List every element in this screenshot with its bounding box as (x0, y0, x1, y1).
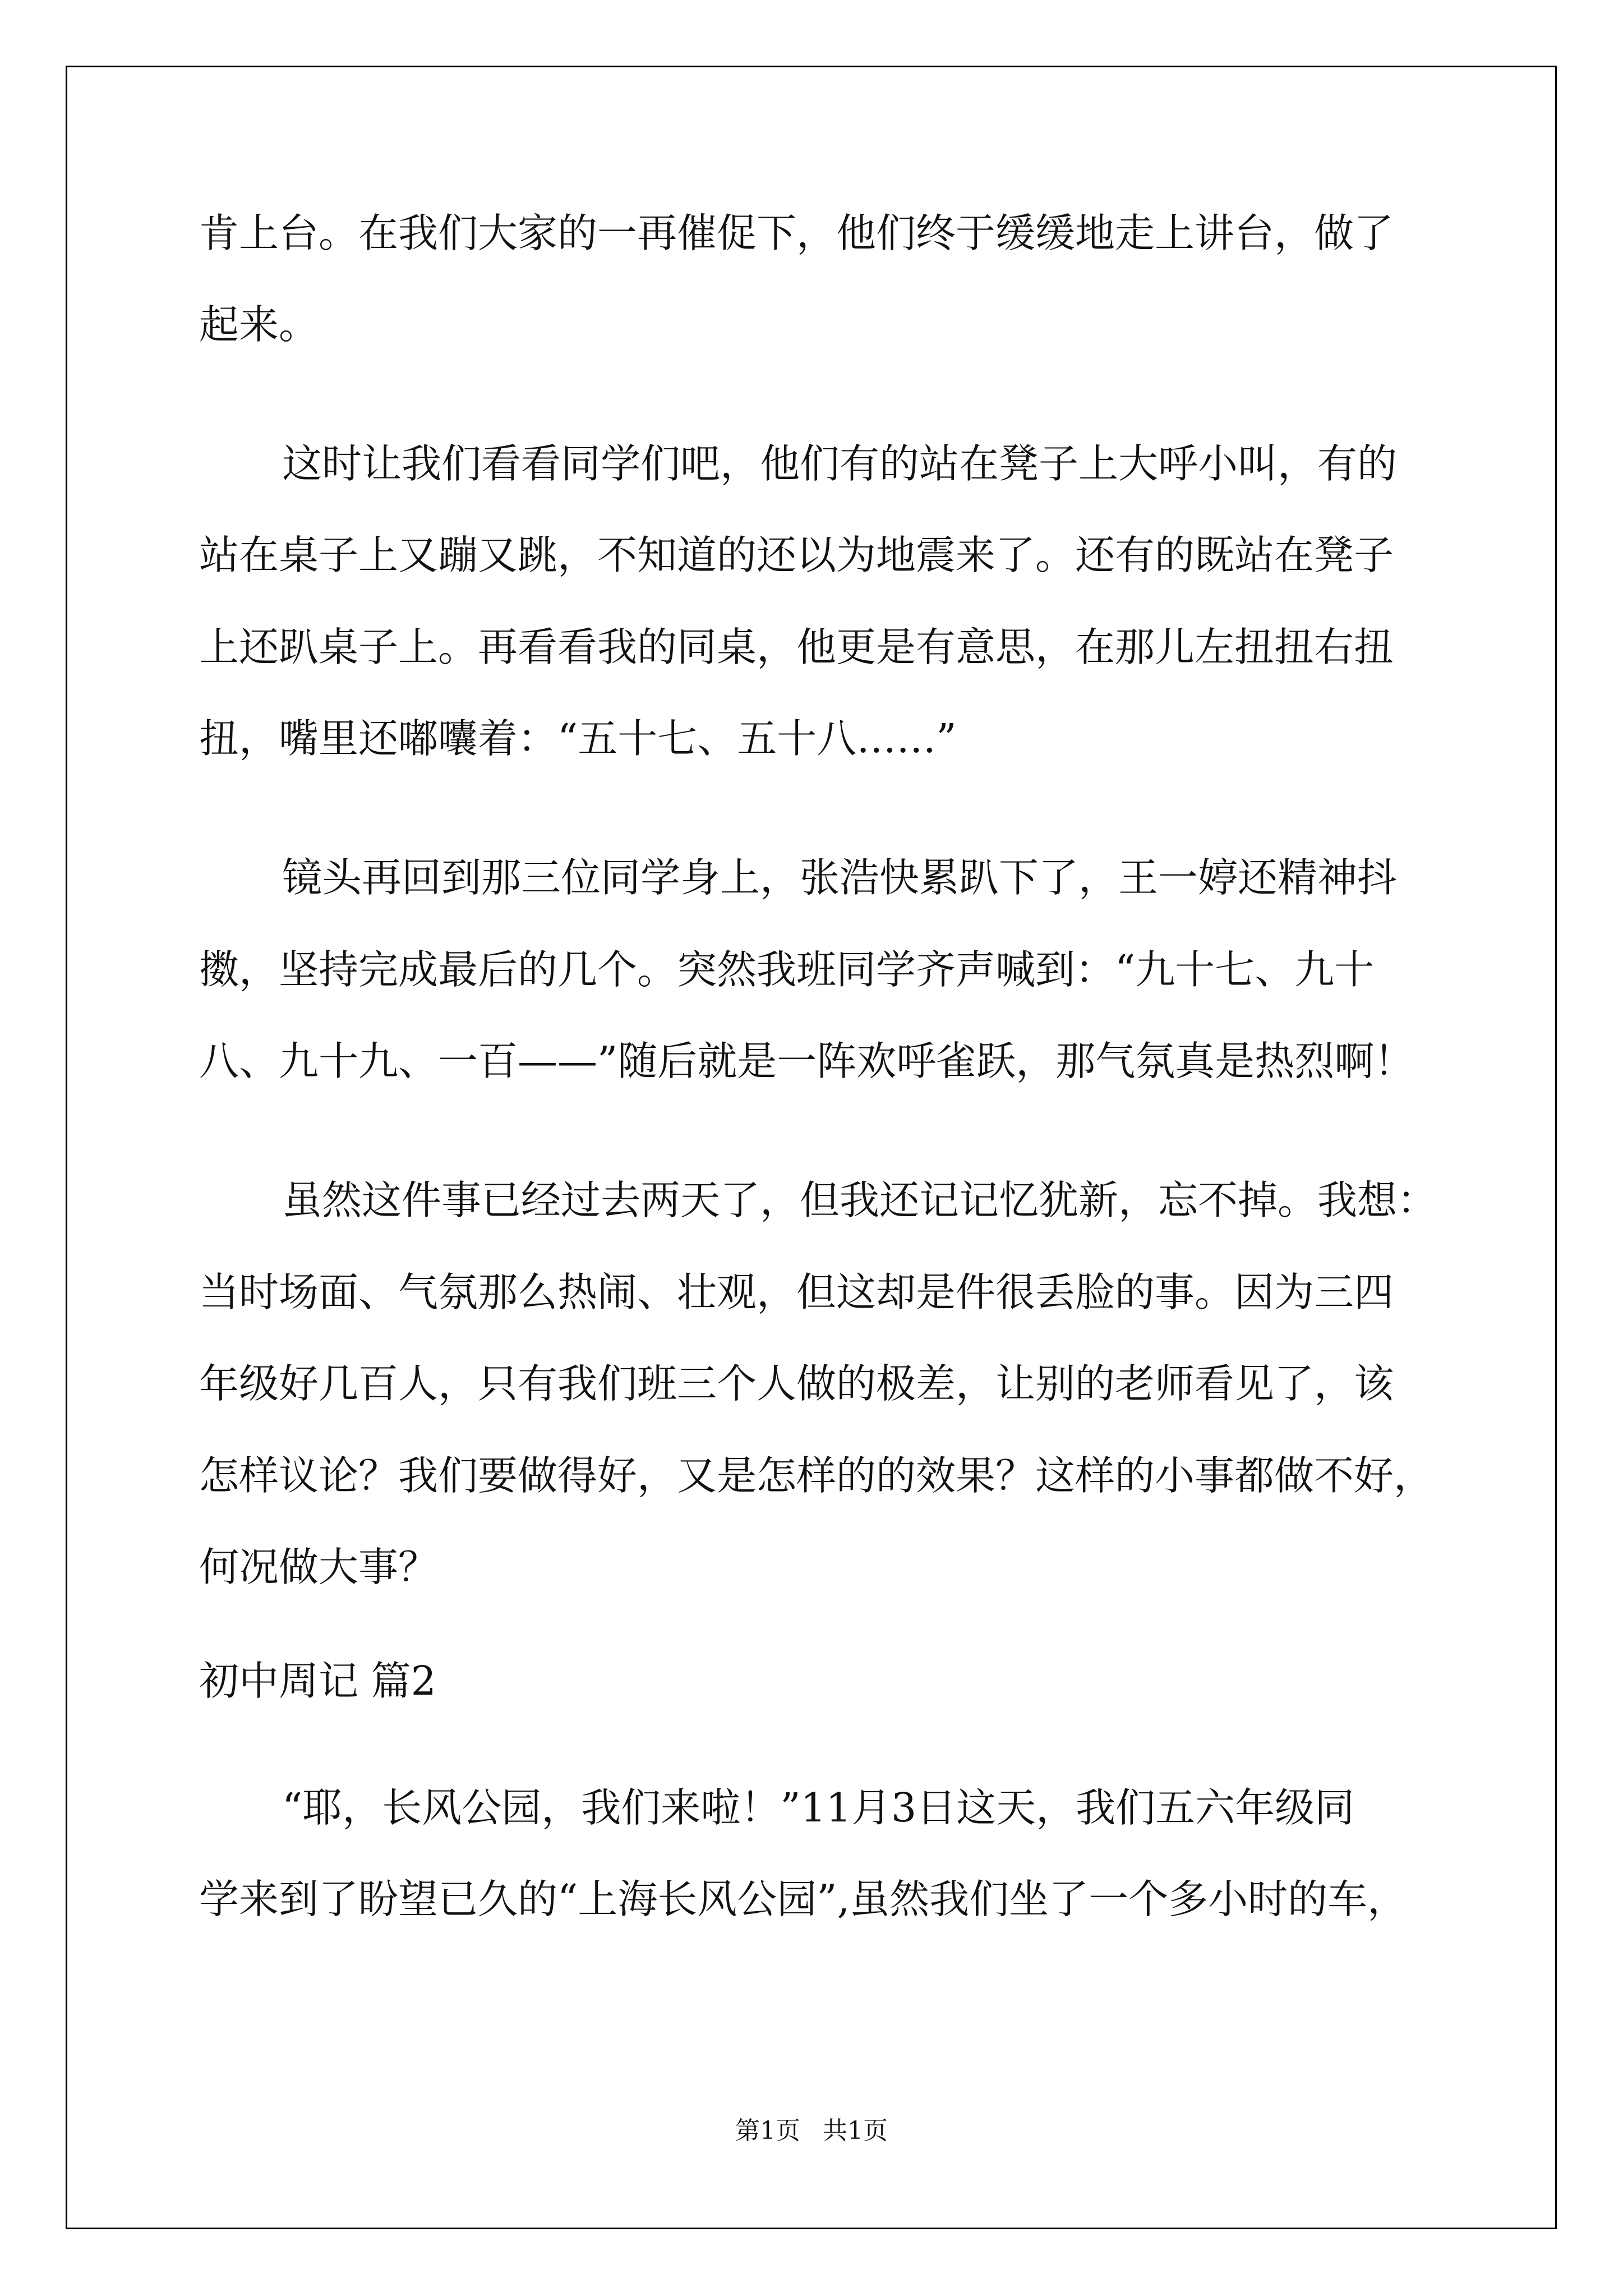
page-number-current: 第1页 (735, 2116, 800, 2145)
paragraph-line: 起来。 (199, 301, 319, 348)
section-heading: 初中周记 篇2 (199, 1658, 436, 1704)
page-footer (0, 2110, 1623, 2146)
paragraph-line: “耶，长风公园，我们来啦！”11月3日这天，我们五六年级同 (282, 1784, 1355, 1831)
paragraph-line: 虽然这件事已经过去两天了，但我还记记忆犹新，忘不掉。我想： (282, 1177, 1437, 1223)
paragraph-line: 当时场面、气氛那么热闹、壮观，但这却是件很丢脸的事。因为三四 (199, 1269, 1394, 1315)
paragraph-line: 肯上台。在我们大家的一再催促下，他们终于缓缓地走上讲台，做了 (199, 210, 1394, 256)
paragraph-line: 站在桌子上又蹦又跳，不知道的还以为地震来了。还有的既站在凳子 (199, 532, 1394, 578)
paragraph-line: 擞，坚持完成最后的几个。突然我班同学齐声喊到：“九十七、九十 (199, 946, 1375, 993)
paragraph-line: 怎样议论？我们要做得好，又是怎样的的效果？这样的小事都做不好， (199, 1452, 1434, 1499)
paragraph-line: 学来到了盼望已久的“上海长风公园”,虽然我们坐了一个多小时的车， (199, 1876, 1408, 1922)
paragraph-line: 何况做大事？ (199, 1544, 439, 1590)
paragraph-line: 这时让我们看看同学们吧，他们有的站在凳子上大呼小叫，有的 (282, 440, 1398, 487)
paragraph-line: 八、九十九、一百——”随后就是一阵欢呼雀跃，那气氛真是热烈啊！ (199, 1038, 1414, 1084)
paragraph-line: 上还趴桌子上。再看看我的同桌，他更是有意思，在那儿左扭扭右扭 (199, 624, 1394, 670)
paragraph-line: 扭，嘴里还嘟囔着：“五十七、五十八……” (199, 715, 957, 762)
paragraph-line: 年级好几百人，只有我们班三个人做的极差，让别的老师看见了，该 (199, 1360, 1394, 1407)
paragraph-line: 镜头再回到那三位同学身上，张浩快累趴下了，王一婷还精神抖 (282, 854, 1398, 901)
page-number-total: 共1页 (823, 2116, 888, 2145)
